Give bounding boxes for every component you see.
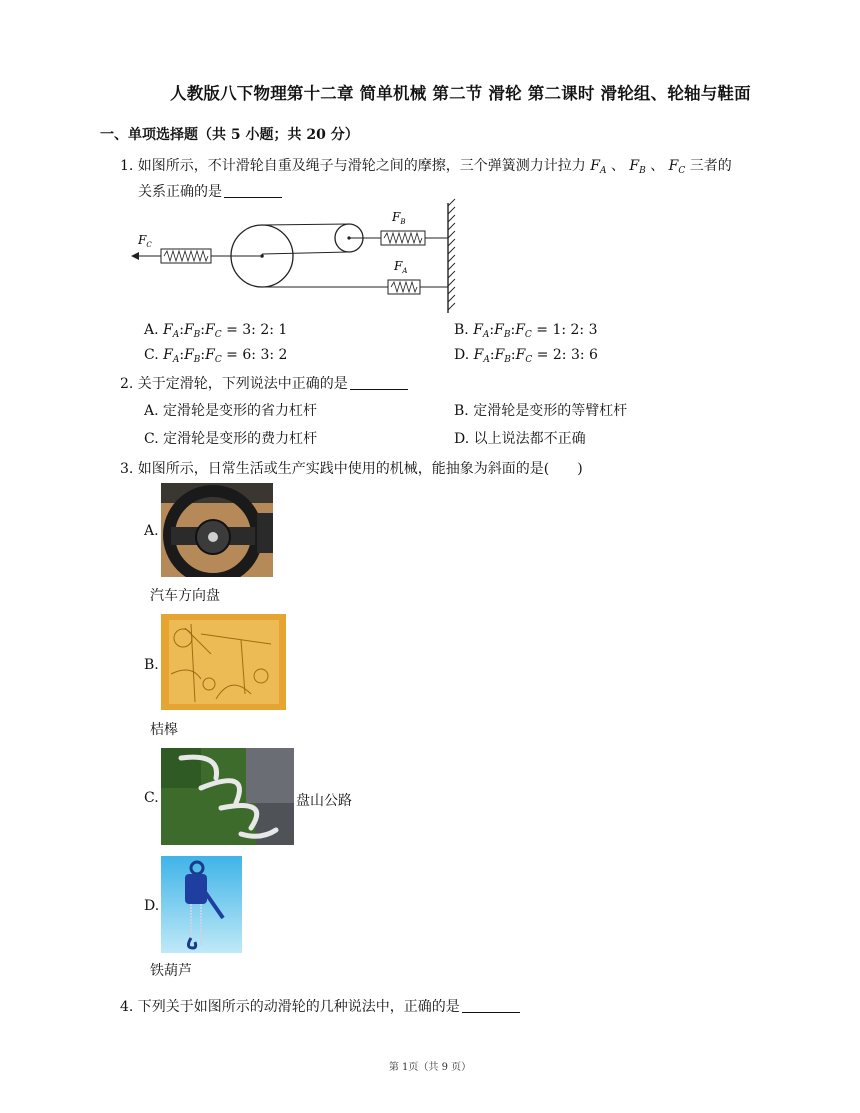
q1-FC: $F_C$: [668, 158, 686, 176]
q1-option-d[interactable]: D. $F_A:F_B:F_C = 2$: 3: 6: [454, 347, 598, 365]
q3-option-b-caption: 桔槔: [150, 722, 178, 738]
jiegao-image: [161, 614, 286, 710]
q1-FA: $F_A$: [590, 158, 607, 176]
pulley-diagram: [130, 198, 470, 320]
page-footer: 第 1页（共 9 页）: [388, 1062, 472, 1073]
q1-stem-line2: 关系正确的是: [138, 181, 282, 201]
q2-option-c[interactable]: C. 定滑轮是变形的费力杠杆: [144, 431, 318, 447]
answer-blank: [462, 1011, 520, 1013]
q3-option-c-caption: 盘山公路: [296, 793, 352, 809]
label-FB: $F_B$: [392, 210, 406, 226]
q3-option-a-letter[interactable]: A.: [144, 523, 159, 539]
q1-option-a[interactable]: A. $F_A:F_B:F_C = 3$: 2: 1: [144, 322, 288, 340]
answer-blank: [350, 388, 408, 390]
q1-option-b[interactable]: B. $F_A:F_B:F_C = 1$: 2: 3: [454, 322, 598, 340]
q2-option-b[interactable]: B. 定滑轮是变形的等臂杠杆: [454, 403, 628, 419]
q2-option-d[interactable]: D. 以上说法都不正确: [454, 431, 586, 447]
q3-option-c-letter[interactable]: C.: [144, 790, 159, 806]
q1-stem-line1: 1. 如图所示，不计滑轮自重及绳子与滑轮之间的摩擦，三个弹簧测力计拉力 $F_A$ 、 $F_B$ 、 $F_C$ 三者的: [120, 158, 732, 176]
q3-option-b-letter[interactable]: B.: [144, 657, 159, 673]
document-title: 人教版八下物理第十二章 简单机械 第二节 滑轮 第二课时 滑轮组、轮轴与鞋面: [170, 84, 751, 103]
q3-stem: 3. 如图所示，日常生活或生产实践中使用的机械，能抽象为斜面的是( ): [120, 461, 583, 477]
chain-hoist-image: [161, 856, 242, 953]
q3-option-d-caption: 铁葫芦: [150, 963, 192, 979]
q1-FB: $F_B$: [629, 158, 646, 176]
q4-stem: 4. 下列关于如图所示的动滑轮的几种说法中，正确的是: [120, 996, 520, 1016]
q3-option-a-caption: 汽车方向盘: [150, 588, 220, 604]
q1-option-c[interactable]: C. $F_A:F_B:F_C = 6$: 3: 2: [144, 347, 288, 365]
mountain-road-image: [161, 748, 294, 845]
q2-stem: 2. 关于定滑轮，下列说法中正确的是: [120, 373, 408, 393]
q2-option-a[interactable]: A. 定滑轮是变形的省力杠杆: [144, 403, 318, 419]
section-heading: 一、单项选择题（共 5 小题；共 20 分）: [100, 127, 359, 143]
q3-option-d-letter[interactable]: D.: [144, 898, 160, 914]
steering-wheel-image: [161, 483, 273, 577]
label-FA: $F_A$: [394, 259, 408, 275]
label-FC: $F_C$: [138, 233, 152, 249]
